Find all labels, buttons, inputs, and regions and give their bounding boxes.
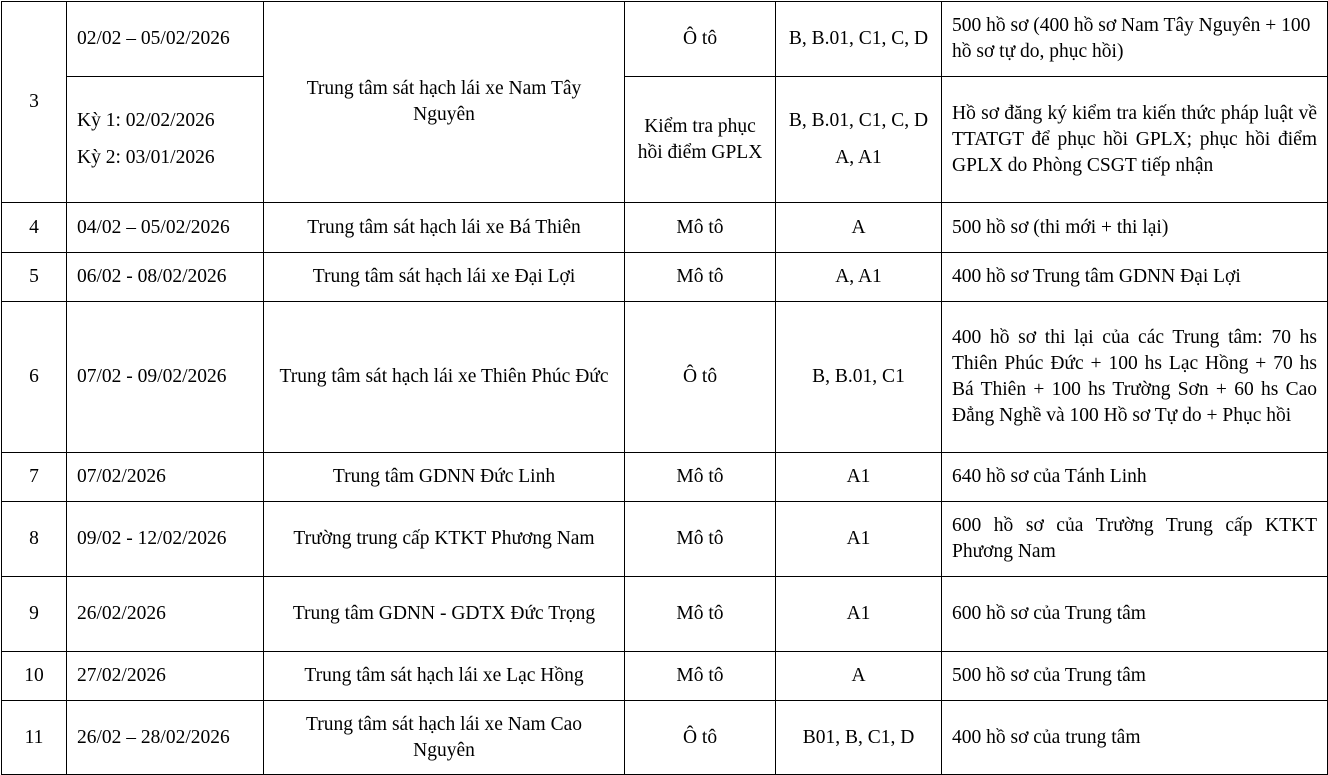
exam-type: Ô tô <box>625 701 776 775</box>
table-row <box>2 77 1328 203</box>
license-class: A <box>776 652 942 701</box>
exam-note: 500 hồ sơ (400 hồ sơ Nam Tây Nguyên + 100 hồ sơ tự do, phục hồi) <box>942 2 1328 77</box>
exam-type: Mô tô <box>625 502 776 577</box>
table-row <box>2 502 1328 577</box>
table-row <box>2 652 1328 701</box>
row-number: 3 <box>2 2 67 203</box>
table-row <box>2 701 1328 775</box>
license-class: B, B.01, C1, C, D <box>788 110 929 131</box>
exam-note: 500 hồ sơ (thi mới + thi lại) <box>942 203 1328 253</box>
exam-date-term1: Kỳ 1: 02/02/2026 <box>77 110 215 131</box>
table-row <box>2 253 1328 302</box>
exam-date: 07/02 - 09/02/2026 <box>67 302 264 453</box>
table-row <box>2 203 1328 253</box>
exam-type: Mô tô <box>625 652 776 701</box>
row-number: 7 <box>2 453 67 502</box>
exam-note: 640 hồ sơ của Tánh Linh <box>942 453 1328 502</box>
table-row <box>2 302 1328 453</box>
license-class-motorbike: A, A1 <box>835 147 882 168</box>
exam-note: Hồ sơ đăng ký kiểm tra kiến thức pháp luật về TTATGT để phục hồi GPLX; phục hồi điểm GPLX do Phòng CSGT tiếp nhận <box>942 77 1328 203</box>
row-number: 11 <box>2 701 67 775</box>
exam-venue: Trung tâm sát hạch lái xe Lạc Hồng <box>264 652 625 701</box>
exam-venue: Trung tâm GDNN Đức Linh <box>264 453 625 502</box>
exam-venue: Trung tâm sát hạch lái xe Nam Cao Nguyên <box>264 701 625 775</box>
exam-date: 27/02/2026 <box>67 652 264 701</box>
license-class-cell <box>776 77 942 203</box>
license-class: A1 <box>776 577 942 652</box>
row-number: 8 <box>2 502 67 577</box>
license-class: A1 <box>776 453 942 502</box>
table-row <box>2 453 1328 502</box>
exam-type: Mô tô <box>625 577 776 652</box>
exam-note: 600 hồ sơ của Trường Trung cấp KTKT Phương Nam <box>942 502 1328 577</box>
row-number: 5 <box>2 253 67 302</box>
license-class: A, A1 <box>776 253 942 302</box>
exam-venue: Trung tâm GDNN - GDTX Đức Trọng <box>264 577 625 652</box>
table-row <box>2 577 1328 652</box>
exam-date: 02/02 – 05/02/2026 <box>67 2 264 77</box>
exam-note: 400 hồ sơ của trung tâm <box>942 701 1328 775</box>
exam-venue: Trung tâm sát hạch lái xe Nam Tây Nguyên <box>264 2 625 203</box>
exam-date: 06/02 - 08/02/2026 <box>67 253 264 302</box>
license-class: A1 <box>776 502 942 577</box>
license-class: B, B.01, C1, C, D <box>776 2 942 77</box>
exam-type: Kiểm tra phục hồi điểm GPLX <box>625 77 776 203</box>
exam-type: Mô tô <box>625 453 776 502</box>
exam-type: Ô tô <box>625 302 776 453</box>
exam-note: 600 hồ sơ của Trung tâm <box>942 577 1328 652</box>
exam-date: 09/02 - 12/02/2026 <box>67 502 264 577</box>
exam-note: 400 hồ sơ thi lại của các Trung tâm: 70 hs Thiên Phúc Đức + 100 hs Lạc Hồng + 70 hs Bá Thiên + 100 hs Trường Sơn + 60 hs Cao Đẳng Nghề và 100 Hồ sơ Tự do + Phục hồi <box>942 302 1328 453</box>
exam-schedule-table <box>1 1 1328 775</box>
exam-date-cell <box>67 77 264 203</box>
exam-venue: Trung tâm sát hạch lái xe Bá Thiên <box>264 203 625 253</box>
table-row <box>2 2 1328 77</box>
row-number: 10 <box>2 652 67 701</box>
exam-type: Ô tô <box>625 2 776 77</box>
exam-date: 26/02/2026 <box>67 577 264 652</box>
exam-date: 26/02 – 28/02/2026 <box>67 701 264 775</box>
exam-note: 400 hồ sơ Trung tâm GDNN Đại Lợi <box>942 253 1328 302</box>
exam-type: Mô tô <box>625 253 776 302</box>
row-number: 6 <box>2 302 67 453</box>
row-number: 9 <box>2 577 67 652</box>
license-class: A <box>776 203 942 253</box>
row-number: 4 <box>2 203 67 253</box>
license-class: B01, B, C1, D <box>776 701 942 775</box>
exam-venue: Trung tâm sát hạch lái xe Đại Lợi <box>264 253 625 302</box>
exam-date: 07/02/2026 <box>67 453 264 502</box>
exam-venue: Trường trung cấp KTKT Phương Nam <box>264 502 625 577</box>
exam-date: 04/02 – 05/02/2026 <box>67 203 264 253</box>
exam-date-term2: Kỳ 2: 03/01/2026 <box>77 147 215 168</box>
exam-type: Mô tô <box>625 203 776 253</box>
exam-note: 500 hồ sơ của Trung tâm <box>942 652 1328 701</box>
exam-venue: Trung tâm sát hạch lái xe Thiên Phúc Đức <box>264 302 625 453</box>
license-class: B, B.01, C1 <box>776 302 942 453</box>
